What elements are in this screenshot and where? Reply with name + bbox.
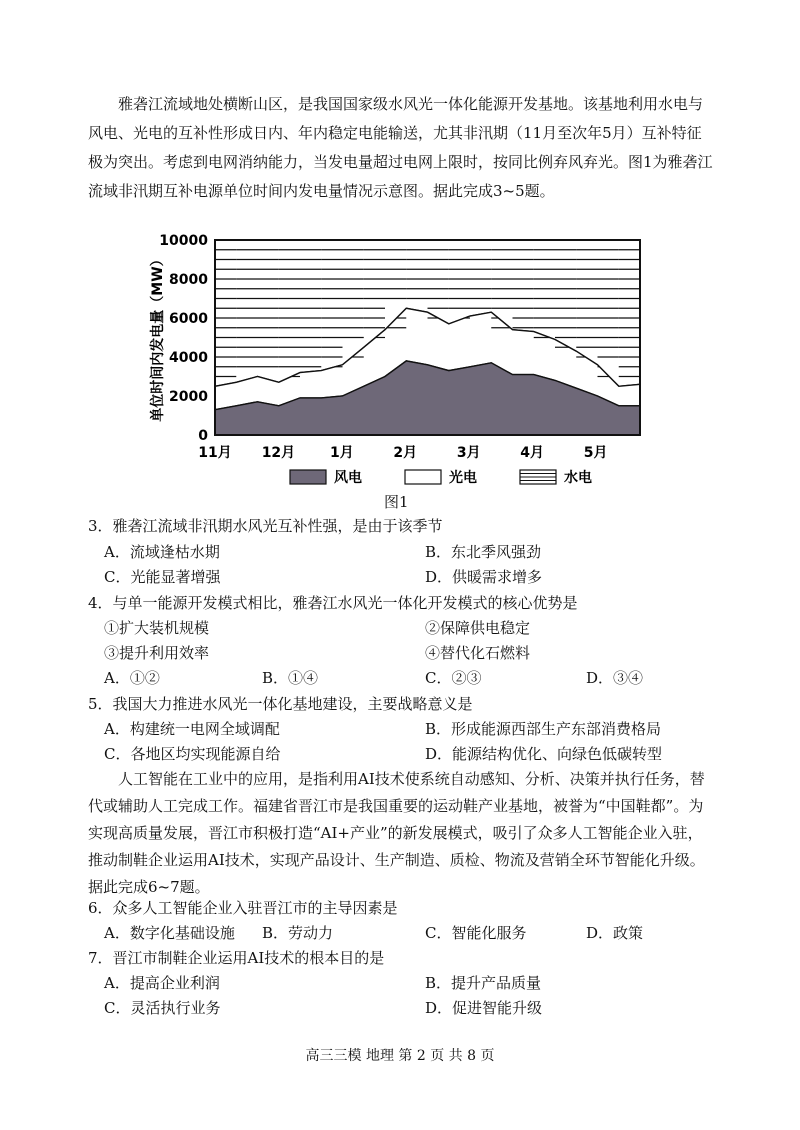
legend-item-0 <box>290 469 362 486</box>
q4-statement-2: ②保障供电稳定 <box>425 619 531 637</box>
intro-paragraph: 雅砻江流域地处横断山区，是我国国家级水风光一体化能源开发基地。该基地利用水电与风电、光电的互补性形成日内、年内稳定电能输送，尤其非汛期（11月至次年5月）互补特征极为突出。考虑到电网消纳能力，当发电量超过电网上限时，按同比例弃风弃光。图1为雅砻江流域非汛期互补电源单位时间内发电量情况示意图。据此完成3~5题。 <box>88 95 713 200</box>
y-tick-label: 4000 <box>169 350 208 366</box>
figure-caption: 图1 <box>384 493 409 511</box>
y-tick-label: 10000 <box>159 233 208 249</box>
x-tick-label: 1月 <box>329 445 354 461</box>
page-footer: 高三三模 地理 第 2 页 共 8 页 <box>305 1048 495 1064</box>
q3-stem: 3．雅砻江流域非汛期水风光互补性强，是由于该季节 <box>88 517 443 535</box>
y-tick-labels <box>159 233 208 444</box>
x-tick-labels <box>198 445 607 461</box>
q3-option-c: C．光能显著增强 <box>104 568 221 586</box>
svg-text:风电: 风电 <box>334 470 362 486</box>
chart-legend <box>290 469 592 486</box>
q7-option-a: A．提高企业利润 <box>104 974 220 992</box>
q7-option-b: B．提升产品质量 <box>425 974 542 992</box>
q4-statement-3: ③提升利用效率 <box>104 644 210 662</box>
q6-stem: 6．众多人工智能企业入驻晋江市的主导因素是 <box>88 899 398 917</box>
x-tick-label: 11月 <box>198 445 232 461</box>
legend-item-1 <box>405 469 477 486</box>
q6-option-d: D．政策 <box>586 924 644 942</box>
q4-option-a: A．①② <box>104 669 160 687</box>
q7-option-c: C．灵活执行业务 <box>104 999 221 1017</box>
legend-item-2 <box>520 469 592 486</box>
intro2-paragraph: 人工智能在工业中的应用，是指利用AI技术使系统自动感知、分析、决策并执行任务，替代或辅助人工完成工作。福建省晋江市是我国重要的运动鞋产业基地，被誉为“中国鞋都”。为实现高质量发展，晋江市积极打造“AI+产业”的新发展模式，吸引了众多人工智能企业入驻，推动制鞋企业运用AI技术，实现产品设计、生产制造、质检、物流及营销全环节智能化升级。据此完成6~7题。 <box>88 770 705 896</box>
y-tick-label: 6000 <box>169 311 208 327</box>
y-axis-label: 单位时间内发电量（MW） <box>150 252 166 422</box>
q5-option-b: B．形成能源西部生产东部消费格局 <box>425 720 662 738</box>
x-tick-label: 12月 <box>261 445 296 461</box>
q4-stem: 4．与单一能源开发模式相比，雅砻江水风光一体化开发模式的核心优势是 <box>88 594 578 612</box>
svg-text:光电: 光电 <box>449 470 477 486</box>
q6-option-a: A．数字化基础设施 <box>104 924 235 942</box>
q4-statement-4: ④替代化石燃料 <box>425 644 531 662</box>
x-tick-label: 3月 <box>456 445 481 461</box>
q4-option-b: B．①④ <box>262 669 319 687</box>
q3-option-d: D．供暖需求增多 <box>425 568 543 586</box>
svg-text:水电: 水电 <box>564 470 592 486</box>
y-tick-label: 0 <box>198 428 208 444</box>
q5-stem: 5．我国大力推进水风光一体化基地建设，主要战略意义是 <box>88 695 473 713</box>
q7-stem: 7．晋江市制鞋企业运用AI技术的根本目的是 <box>88 949 385 967</box>
q4-statement-1: ①扩大装机规模 <box>104 619 210 637</box>
q4-option-d: D．③④ <box>586 669 644 687</box>
y-tick-label: 8000 <box>169 272 208 288</box>
x-tick-label: 4月 <box>520 445 545 461</box>
x-tick-label: 2月 <box>393 445 418 461</box>
q4-option-c: C．②③ <box>425 669 482 687</box>
q6-option-c: C．智能化服务 <box>425 924 527 942</box>
q7-option-d: D．促进智能升级 <box>425 999 543 1017</box>
q5-option-d: D．能源结构优化、向绿色低碳转型 <box>425 745 663 763</box>
q3-option-b: B．东北季风强劲 <box>425 543 542 561</box>
y-tick-label: 2000 <box>169 389 208 405</box>
x-tick-label: 5月 <box>583 445 608 461</box>
q3-option-a: A．流域逢枯水期 <box>104 543 220 561</box>
q6-option-b: B．劳动力 <box>262 924 334 942</box>
power-generation-chart <box>140 225 660 525</box>
q5-option-c: C．各地区均实现能源自给 <box>104 745 281 763</box>
q5-option-a: A．构建统一电网全域调配 <box>104 720 280 738</box>
